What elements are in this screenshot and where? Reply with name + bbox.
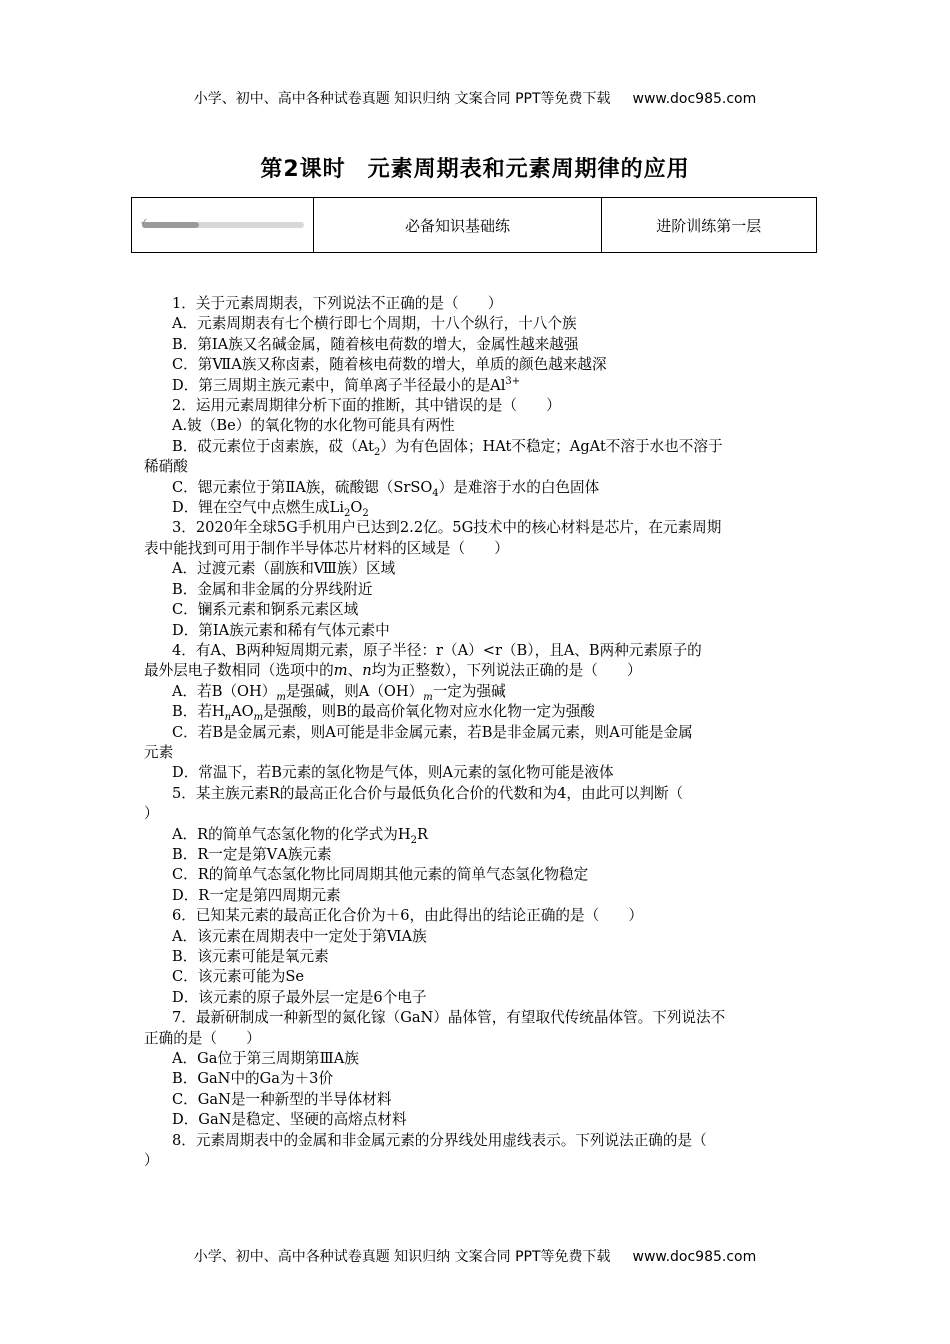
q8-stem: 8．元素周期表中的金属和非金属元素的分界线处用虚线表示。下列说法正确的是（ [172,1131,707,1149]
check-icon: ✓ [140,217,149,228]
q1-option-a: A．元素周期表有七个横行即七个周期，十八个纵行，十八个族 [172,315,577,333]
q3-stem-cont: 表中能找到可用于制作半导体芯片材料的区域是（ ） [144,539,509,557]
q2-stem: 2．运用元素周期律分析下面的推断，其中错误的是（ ） [172,397,561,415]
q5-stem: 5．某主族元素R的最高正化合价与最低负化合价的代数和为4，由此可以判断（ [172,784,684,802]
q3-option-a: A．过渡元素（副族和Ⅷ族）区域 [172,560,396,578]
banner-level-label: 进阶训练第一层 [656,216,762,235]
progress-bar-fill [142,222,199,228]
q1-option-c: C．第ⅦA族又称卤素，随着核电荷数的增大，单质的颜色越来越深 [172,356,607,374]
q5-stem-cont: ） [144,805,159,823]
header-site[interactable]: www.doc985.com [632,91,757,107]
q1-option-d: D．第三周期主族元素中，简单离子半径最小的是$Al^{3+}$ [172,375,521,394]
q4-option-d: D．常温下，若B元素的氢化物是气体，则A元素的氢化物可能是液体 [172,764,614,782]
question-list [144,294,806,1171]
q4-option-c-cont: 元素 [144,743,174,761]
q4-option-a: A．若$B(OH)_m$是强碱，则$A(OH)_m$一定为强碱 [172,682,506,703]
q7-option-c: C．GaN是一种新型的半导体材料 [172,1090,392,1108]
q7-option-a: A．Ga位于第三周期第ⅢA族 [172,1050,359,1068]
q5-option-c: C．R的简单气态氢化物比同周期其他元素的简单气态氢化物稳定 [172,866,589,884]
q3-option-c: C．镧系元素和锕系元素区域 [172,601,359,619]
section-banner [131,197,817,253]
q8-stem-cont: ） [144,1152,159,1170]
q3-option-b: B．金属和非金属的分界线附近 [172,580,373,598]
q7-stem-cont: 正确的是（ ） [144,1029,261,1047]
q4-stem: 4．有A、B两种短周期元素，原子半径：r（A）<r（B），且A、B两种元素原子的 [172,641,702,659]
q5-option-d: D．R一定是第四周期元素 [172,886,341,904]
q1-stem: 1．关于元素周期表，下列说法不正确的是（ ） [172,295,503,312]
q5-option-a: A．R的简单气态氢化物的化学式为$H_2R$ [172,825,428,846]
q2-option-d: D．锂在空气中点燃生成$Li_2O_2$ [172,499,369,519]
q6-option-c: C．该元素可能为Se [172,968,304,986]
q3-stem: 3．2020年全球5G手机用户已达到2.2亿。5G技术中的核心材料是芯片，在元素周期 [172,519,722,537]
footer-text: 小学、初中、高中各种试卷真题 知识归纳 文案合同 PPT等免费下载 [193,1249,611,1265]
q2-option-a: A.铍（Be）的氧化物的水化物可能具有两性 [172,417,455,435]
title-lesson: 第2课时 [260,157,346,182]
q6-stem: 6．已知某元素的最高正化合价为＋6，由此得出的结论正确的是（ ） [172,907,643,925]
q4-option-b: B．若$H_nAO_m$是强酸，则B的最高价氧化物对应水化物一定为强酸 [172,703,595,724]
page-title [0,152,950,183]
header-text: 小学、初中、高中各种试卷真题 知识归纳 文案合同 PPT等免费下载 [193,91,611,107]
page-header [0,88,950,108]
q2-option-b-cont: 稀硝酸 [144,458,188,476]
q7-stem: 7．最新研制成一种新型的氮化镓（GaN）晶体管，有望取代传统晶体管。下列说法不 [172,1009,726,1027]
q7-option-b: B．GaN中的Ga为＋3价 [172,1070,334,1088]
q6-option-d: D．该元素的原子最外层一定是6个电子 [172,988,427,1006]
page-footer [0,1246,950,1266]
progress-bar [140,217,304,228]
q2-option-c: C．锶元素位于第ⅡA族，硫酸锶（SrSO$_4$）是难溶于水的白色固体 [172,478,600,499]
q4-option-c: C．若B是金属元素，则A可能是非金属元素，若B是非金属元素，则A可能是金属 [172,723,693,741]
q1-option-b: B．第ⅠA族又名碱金属，随着核电荷数的增大，金属性越来越强 [172,335,579,353]
q7-option-d: D．GaN是稳定、坚硬的高熔点材料 [172,1111,407,1129]
q5-option-b: B．R一定是第ⅤA族元素 [172,845,332,863]
banner-progress-cell [132,198,314,252]
footer-site[interactable]: www.doc985.com [632,1249,757,1265]
q6-option-a: A．该元素在周期表中一定处于第ⅥA族 [172,927,427,945]
q3-option-d: D．第ⅠA族元素和稀有气体元素中 [172,621,390,639]
title-topic: 元素周期表和元素周期律的应用 [367,157,690,182]
q2-option-b: B．砹元素位于卤素族，砹$(At_2)$为有色固体；HAt不稳定；AgAt不溶于水也不溶于 [172,437,723,458]
q6-option-b: B．该元素可能是氧元素 [172,948,329,965]
banner-section-label: 必备知识基础练 [314,198,601,252]
q4-stem-cont: 最外层电子数相同（选项中的m、n均为正整数），下列说法正确的是（ ） [144,662,642,680]
